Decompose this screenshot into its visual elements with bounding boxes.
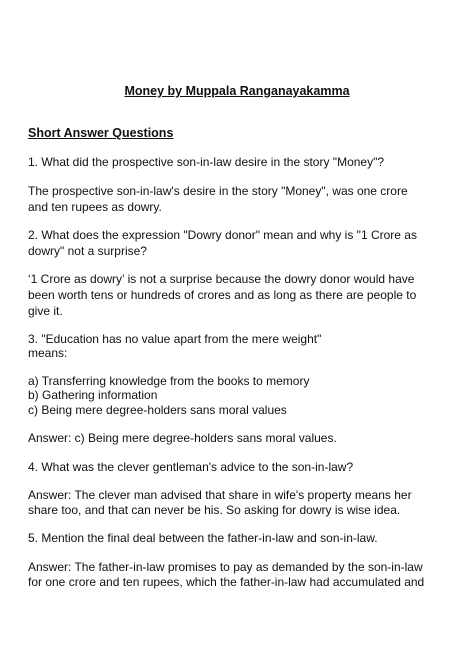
answer-2-line: been worth tens or hundreds of crores and as long as there are people to: [28, 288, 417, 302]
option-c: c) Being mere degree-holders sans moral values: [28, 403, 287, 417]
option-a: a) Transferring knowledge from the books to memory: [28, 374, 310, 388]
answer-2-line: ‘1 Crore as dowry’ is not a surprise because the dowry donor would have: [28, 272, 415, 286]
answer-4-line: share too, and that can never be his. So asking for dowry is wise idea.: [28, 503, 401, 517]
question-2-line: dowry" not a surprise?: [28, 244, 147, 258]
question-1: 1. What did the prospective son-in-law desire in the story "Money"?: [28, 155, 385, 169]
answer-5-line: for one crore and ten rupees, which the father-in-law had accumulated and: [28, 575, 425, 589]
answer-3: Answer: c) Being mere degree-holders sans moral values.: [28, 431, 337, 445]
answer-2-line: give it.: [28, 304, 63, 318]
question-3-line: means:: [28, 346, 68, 360]
question-4: 4. What was the clever gentleman's advice to the son-in-law?: [28, 460, 354, 474]
question-2-line: 2. What does the expression "Dowry donor" mean and why is "1 Crore as: [28, 228, 417, 242]
question-3-line: 3. "Education has no value apart from the mere weight": [28, 332, 322, 346]
answer-1-line: and ten rupees as dowry.: [28, 200, 162, 214]
answer-1-line: The prospective son-in-law's desire in the story "Money", was one crore: [28, 184, 408, 198]
question-5: 5. Mention the final deal between the father-in-law and son-in-law.: [28, 531, 378, 545]
document-title: Money by Muppala Ranganayakamma: [124, 84, 350, 98]
section-heading: Short Answer Questions: [28, 126, 174, 140]
answer-5-line: Answer: The father-in-law promises to pay as demanded by the son-in-law: [28, 560, 423, 574]
option-b: b) Gathering information: [28, 388, 158, 402]
answer-4-line: Answer: The clever man advised that share in wife's property means her: [28, 488, 412, 502]
